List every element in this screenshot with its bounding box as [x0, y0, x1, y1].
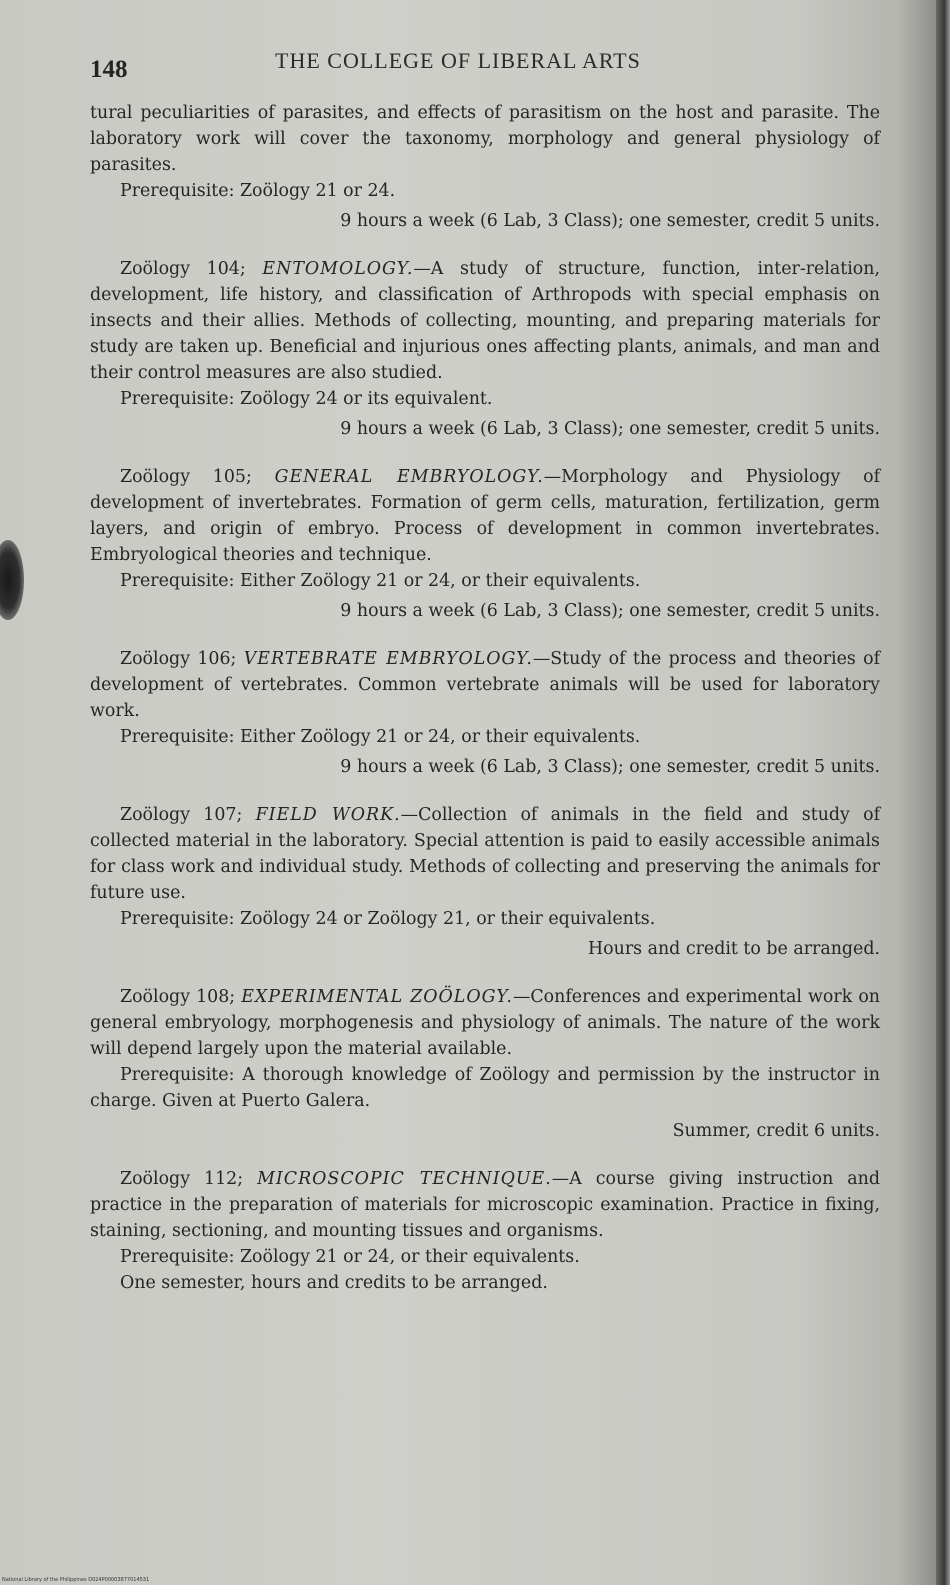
- course-title: VERTEBRATE EMBRYOLOGY.: [243, 649, 533, 669]
- course-prerequisite: Prerequisite: Either Zoölogy 21 or 24, or their equivalents.: [120, 727, 641, 747]
- course-description-paragraph: [90, 256, 880, 386]
- course-description-paragraph: [90, 646, 880, 724]
- page-header: [90, 46, 880, 86]
- course-title: EXPERIMENTAL ZOÖLOGY.: [241, 987, 513, 1007]
- course-prerequisite: Prerequisite: Either Zoölogy 21 or 24, or their equivalents.: [120, 571, 641, 591]
- course-hours: 9 hours a week (6 Lab, 3 Class); one semester, credit 5 units.: [340, 601, 880, 621]
- course-title: GENERAL EMBRYOLOGY.: [274, 467, 544, 487]
- book-spine-edge: [936, 0, 950, 1585]
- course-zoology-105: [90, 464, 880, 624]
- course-description: —Collection of animals in the field and study of collected material in the laboratory. Special attention is paid to easily accessible animals for class work and individual study. Methods of collecting and preserving the animals for future use.: [90, 805, 881, 903]
- course-prerequisite: Prerequisite: A thorough knowledge of Zoölogy and permission by the instructor in charge. Given at Puerto Galera.: [90, 1065, 880, 1111]
- course-hours: 9 hours a week (6 Lab, 3 Class); one semester, credit 5 units.: [340, 419, 880, 439]
- course-hours: Summer, credit 6 units.: [672, 1121, 880, 1141]
- course-prerequisite: Prerequisite: Zoölogy 21 or 24, or their equivalents.: [120, 1247, 580, 1267]
- course-description-paragraph: [90, 802, 880, 906]
- scan-footer: National Library of the Philippines D024P00003877014531: [2, 1577, 150, 1583]
- course-code: Zoölogy 105;: [120, 467, 252, 487]
- course-description-paragraph: [90, 1166, 880, 1244]
- page-number: 148: [90, 56, 128, 83]
- course-code: Zoölogy 112;: [120, 1169, 244, 1189]
- course-zoology-104: [90, 256, 880, 442]
- course-hours: Hours and credit to be arranged.: [588, 939, 880, 959]
- running-head: THE COLLEGE OF LIBERAL ARTS: [275, 48, 641, 73]
- course-code: Zoölogy 108;: [120, 987, 236, 1007]
- intro-prerequisite: Prerequisite: Zoölogy 21 or 24.: [120, 181, 396, 201]
- course-description: —Morphology and Physiology of development of invertebrates. Formation of germ cells, maturation, fertilization, germ layers, and origin of embryo. Process of development in common invertebrates. Embryological theories and technique.: [90, 467, 881, 565]
- ink-blot: [0, 540, 24, 620]
- course-prerequisite: Prerequisite: Zoölogy 24 or Zoölogy 21, or their equivalents.: [120, 909, 656, 929]
- page-content: [90, 100, 880, 1296]
- course-description: —A study of structure, function, inter-relation, development, life history, and classification of Arthropods with special emphasis on insects and their allies. Methods of collecting, mounting, and preparing materials for study are taken up. Beneficial and injurious ones affecting plants, animals, and man and their control measures are also studied.: [90, 259, 880, 383]
- course-title: ENTOMOLOGY.: [262, 259, 414, 279]
- course-code: Zoölogy 107;: [120, 805, 243, 825]
- intro-section: [90, 100, 880, 234]
- course-description: —A course giving instruction and practice in the preparation of materials for microscopic examination. Practice in fixing, staining, sectioning, and mounting tissues and organisms.: [90, 1169, 880, 1241]
- course-hours: 9 hours a week (6 Lab, 3 Class); one semester, credit 5 units.: [340, 757, 880, 777]
- intro-hours: 9 hours a week (6 Lab, 3 Class); one semester, credit 5 units.: [340, 211, 880, 231]
- course-prerequisite: Prerequisite: Zoölogy 24 or its equivalent.: [120, 389, 493, 409]
- course-description-paragraph: [90, 984, 880, 1062]
- course-zoology-108: [90, 984, 880, 1144]
- course-code: Zoölogy 106;: [120, 649, 237, 669]
- course-code: Zoölogy 104;: [120, 259, 246, 279]
- course-description: —Conferences and experimental work on general embryology, morphogenesis and physiology of animals. The nature of the work will depend largely upon the material available.: [90, 987, 880, 1059]
- course-description: —Study of the process and theories of development of vertebrates. Common vertebrate animals will be used for laboratory work.: [90, 649, 881, 721]
- course-description-paragraph: [90, 464, 880, 568]
- course-zoology-106: [90, 646, 880, 780]
- course-hours: One semester, hours and credits to be arranged.: [120, 1273, 548, 1293]
- course-title: MICROSCOPIC TECHNIQUE.: [257, 1169, 552, 1189]
- course-zoology-112: [90, 1166, 880, 1296]
- course-title: FIELD WORK.: [255, 805, 401, 825]
- course-zoology-107: [90, 802, 880, 962]
- intro-text: tural peculiarities of parasites, and effects of parasitism on the host and parasite. The laboratory work will cover the taxonomy, morphology and general physiology of parasites.: [90, 103, 880, 175]
